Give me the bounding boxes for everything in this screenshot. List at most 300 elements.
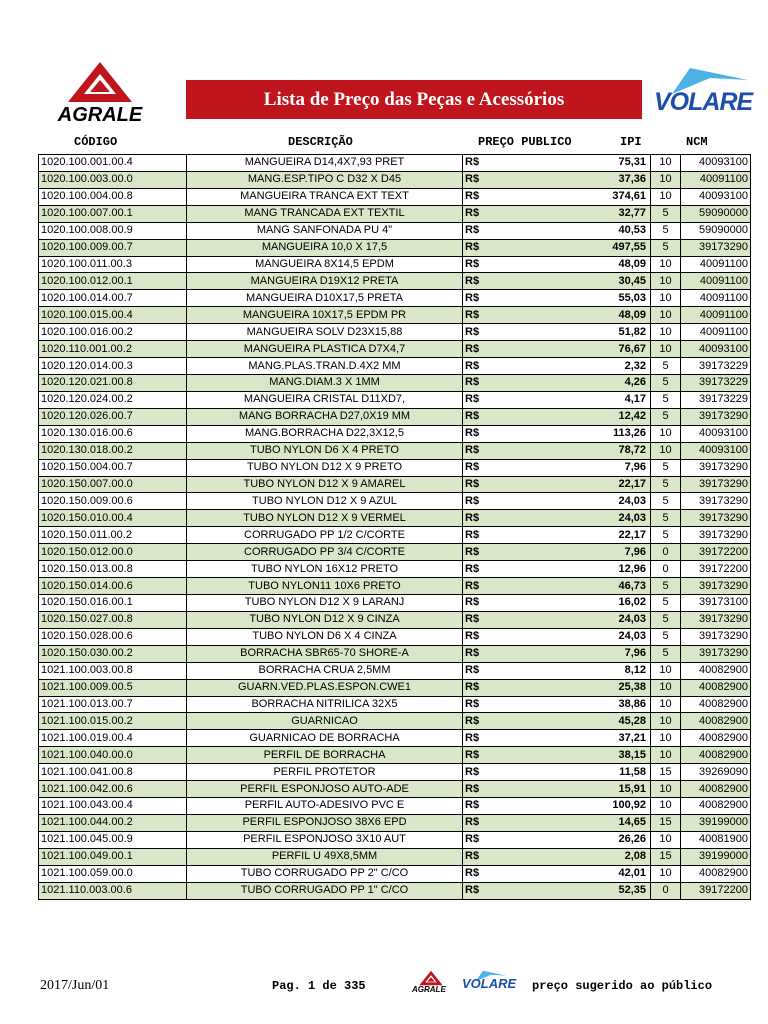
currency-label: R$: [463, 882, 505, 899]
table-row: [39, 798, 751, 815]
currency-label: R$: [463, 696, 505, 713]
part-price: 100,92: [505, 798, 651, 815]
ipi-value: 10: [651, 188, 681, 205]
ipi-value: 0: [651, 561, 681, 578]
part-code: 1020.150.013.00.8: [39, 561, 187, 578]
currency-label: R$: [463, 408, 505, 425]
part-price: 7,96: [505, 459, 651, 476]
ncm-code: 39173290: [681, 611, 751, 628]
part-price: 2,08: [505, 848, 651, 865]
currency-label: R$: [463, 713, 505, 730]
ipi-value: 10: [651, 865, 681, 882]
part-description: TUBO NYLON D12 X 9 AZUL: [187, 493, 463, 510]
ncm-code: 40091100: [681, 307, 751, 324]
ipi-value: 5: [651, 476, 681, 493]
currency-label: R$: [463, 781, 505, 798]
part-description: BORRACHA NITRILICA 32X5: [187, 696, 463, 713]
part-price: 7,96: [505, 645, 651, 662]
table-row: [39, 341, 751, 358]
part-code: 1021.100.019.00.4: [39, 730, 187, 747]
table-row: [39, 679, 751, 696]
page-title: Lista de Preço das Peças e Acessórios: [186, 80, 642, 119]
part-code: 1020.150.007.00.0: [39, 476, 187, 493]
part-price: 45,28: [505, 713, 651, 730]
currency-label: R$: [463, 831, 505, 848]
part-description: BORRACHA CRUA 2,5MM: [187, 662, 463, 679]
ncm-code: 40082900: [681, 730, 751, 747]
currency-label: R$: [463, 510, 505, 527]
column-headers: [38, 131, 750, 153]
part-price: 48,09: [505, 307, 651, 324]
part-description: PERFIL PROTETOR: [187, 764, 463, 781]
table-row: [39, 882, 751, 899]
part-price: 2,32: [505, 358, 651, 375]
ipi-value: 15: [651, 814, 681, 831]
ipi-value: 0: [651, 544, 681, 561]
part-price: 24,03: [505, 510, 651, 527]
part-code: 1020.150.012.00.0: [39, 544, 187, 561]
part-code: 1020.130.016.00.6: [39, 425, 187, 442]
table-row: [39, 713, 751, 730]
page-footer: [0, 970, 768, 1010]
part-price: 26,26: [505, 831, 651, 848]
table-row: [39, 696, 751, 713]
footer-date: 2017/Jun/01: [40, 978, 110, 993]
part-description: MANG.DIAM.3 X 1MM: [187, 374, 463, 391]
ncm-code: 39199000: [681, 848, 751, 865]
ncm-code: 40081900: [681, 831, 751, 848]
currency-label: R$: [463, 341, 505, 358]
part-price: 14,65: [505, 814, 651, 831]
ipi-value: 5: [651, 374, 681, 391]
part-code: 1021.100.042.00.6: [39, 781, 187, 798]
ipi-value: 10: [651, 341, 681, 358]
currency-label: R$: [463, 155, 505, 172]
ncm-code: 40082900: [681, 662, 751, 679]
footer-agrale-wordmark: AGRALE: [412, 985, 446, 994]
table-row: [39, 848, 751, 865]
part-code: 1020.100.007.00.1: [39, 205, 187, 222]
currency-label: R$: [463, 425, 505, 442]
ipi-value: 5: [651, 645, 681, 662]
part-description: TUBO NYLON 16X12 PRETO: [187, 561, 463, 578]
currency-label: R$: [463, 188, 505, 205]
part-description: GUARNICAO: [187, 713, 463, 730]
table-row: [39, 764, 751, 781]
ipi-value: 5: [651, 408, 681, 425]
part-price: 12,96: [505, 561, 651, 578]
ncm-code: 40082900: [681, 696, 751, 713]
part-price: 46,73: [505, 578, 651, 595]
part-price: 22,17: [505, 527, 651, 544]
ipi-value: 5: [651, 527, 681, 544]
ipi-value: 5: [651, 391, 681, 408]
currency-label: R$: [463, 493, 505, 510]
part-description: TUBO CORRUGADO PP 1" C/CO: [187, 882, 463, 899]
part-code: 1020.130.018.00.2: [39, 442, 187, 459]
ncm-code: 40082900: [681, 781, 751, 798]
part-code: 1020.150.011.00.2: [39, 527, 187, 544]
table-row: [39, 324, 751, 341]
part-code: 1020.150.014.00.6: [39, 578, 187, 595]
part-code: 1020.100.004.00.8: [39, 188, 187, 205]
ncm-code: 40093100: [681, 341, 751, 358]
part-description: PERFIL ESPONJOSO 38X6 EPD: [187, 814, 463, 831]
part-description: MANG.BORRACHA D22,3X12,5: [187, 425, 463, 442]
ipi-value: 15: [651, 764, 681, 781]
part-price: 4,17: [505, 391, 651, 408]
ipi-value: 10: [651, 256, 681, 273]
currency-label: R$: [463, 561, 505, 578]
currency-label: R$: [463, 747, 505, 764]
part-code: 1020.100.016.00.2: [39, 324, 187, 341]
ncm-code: 39173290: [681, 527, 751, 544]
ncm-code: 39172200: [681, 561, 751, 578]
ncm-code: 39199000: [681, 814, 751, 831]
part-description: MANG SANFONADA PU 4": [187, 222, 463, 239]
table-row: [39, 662, 751, 679]
ipi-value: 5: [651, 222, 681, 239]
part-price: 24,03: [505, 493, 651, 510]
currency-label: R$: [463, 290, 505, 307]
part-description: CORRUGADO PP 3/4 C/CORTE: [187, 544, 463, 561]
currency-label: R$: [463, 442, 505, 459]
ipi-value: 10: [651, 307, 681, 324]
part-price: 52,35: [505, 882, 651, 899]
part-code: 1020.150.030.00.2: [39, 645, 187, 662]
table-row: [39, 628, 751, 645]
part-code: 1021.100.040.00.0: [39, 747, 187, 764]
ipi-value: 10: [651, 171, 681, 188]
ncm-code: 40082900: [681, 865, 751, 882]
ncm-code: 39173290: [681, 578, 751, 595]
ncm-code: 39173290: [681, 408, 751, 425]
ipi-value: 0: [651, 882, 681, 899]
ipi-value: 10: [651, 425, 681, 442]
currency-label: R$: [463, 865, 505, 882]
part-price: 76,67: [505, 341, 651, 358]
agrale-triangle-icon: [66, 60, 134, 104]
table-row: [39, 527, 751, 544]
part-price: 38,86: [505, 696, 651, 713]
ncm-code: 40091100: [681, 290, 751, 307]
currency-label: R$: [463, 391, 505, 408]
currency-label: R$: [463, 645, 505, 662]
ipi-value: 10: [651, 696, 681, 713]
currency-label: R$: [463, 611, 505, 628]
table-row: [39, 155, 751, 172]
table-row: [39, 205, 751, 222]
part-price: 75,31: [505, 155, 651, 172]
table-row: [39, 442, 751, 459]
ncm-code: 40091100: [681, 256, 751, 273]
part-description: GUARN.VED.PLAS.ESPON.CWE1: [187, 679, 463, 696]
ipi-value: 10: [651, 781, 681, 798]
table-row: [39, 290, 751, 307]
part-code: 1020.100.012.00.1: [39, 273, 187, 290]
part-code: 1021.100.009.00.5: [39, 679, 187, 696]
part-price: 32,77: [505, 205, 651, 222]
ipi-value: 10: [651, 747, 681, 764]
part-description: MANGUEIRA CRISTAL D11XD7,: [187, 391, 463, 408]
currency-label: R$: [463, 764, 505, 781]
part-code: 1020.100.008.00.9: [39, 222, 187, 239]
ncm-code: 39173290: [681, 493, 751, 510]
ncm-code: 39173100: [681, 594, 751, 611]
page-number: Pag. 1 de 335: [272, 979, 366, 993]
ipi-value: 5: [651, 459, 681, 476]
part-description: TUBO NYLON D12 X 9 AMAREL: [187, 476, 463, 493]
part-code: 1020.100.015.00.4: [39, 307, 187, 324]
ncm-code: 40093100: [681, 442, 751, 459]
part-description: PERFIL DE BORRACHA: [187, 747, 463, 764]
column-header-code: CÓDIGO: [74, 135, 118, 149]
part-code: 1021.100.041.00.8: [39, 764, 187, 781]
currency-label: R$: [463, 374, 505, 391]
table-row: [39, 594, 751, 611]
ncm-code: 40082900: [681, 713, 751, 730]
currency-label: R$: [463, 307, 505, 324]
currency-label: R$: [463, 848, 505, 865]
part-description: MANGUEIRA D14,4X7,93 PRET: [187, 155, 463, 172]
part-price: 497,55: [505, 239, 651, 256]
footer-logos: [412, 970, 524, 1000]
ipi-value: 5: [651, 628, 681, 645]
part-description: MANGUEIRA 10X17,5 EPDM PR: [187, 307, 463, 324]
part-price: 11,58: [505, 764, 651, 781]
ncm-code: 39173290: [681, 239, 751, 256]
ncm-code: 40082900: [681, 679, 751, 696]
table-row: [39, 747, 751, 764]
part-description: MANGUEIRA TRANCA EXT TEXT: [187, 188, 463, 205]
currency-label: R$: [463, 222, 505, 239]
part-price: 40,53: [505, 222, 651, 239]
table-row: [39, 476, 751, 493]
part-description: PERFIL ESPONJOSO AUTO-ADE: [187, 781, 463, 798]
part-code: 1020.100.011.00.3: [39, 256, 187, 273]
part-code: 1020.120.014.00.3: [39, 358, 187, 375]
ipi-value: 5: [651, 205, 681, 222]
part-description: TUBO NYLON11 10X6 PRETO: [187, 578, 463, 595]
table-row: [39, 730, 751, 747]
part-price: 24,03: [505, 628, 651, 645]
part-description: TUBO NYLON D12 X 9 CINZA: [187, 611, 463, 628]
part-description: MANG TRANCADA EXT TEXTIL: [187, 205, 463, 222]
ncm-code: 40093100: [681, 188, 751, 205]
part-description: BORRACHA SBR65-70 SHORE-A: [187, 645, 463, 662]
part-description: TUBO NYLON D6 X 4 PRETO: [187, 442, 463, 459]
part-description: MANGUEIRA D10X17,5 PRETA: [187, 290, 463, 307]
volare-logo: [650, 66, 753, 122]
part-price: 374,61: [505, 188, 651, 205]
ncm-code: 39269090: [681, 764, 751, 781]
table-row: [39, 171, 751, 188]
ncm-code: 39173290: [681, 628, 751, 645]
ipi-value: 5: [651, 594, 681, 611]
part-price: 78,72: [505, 442, 651, 459]
part-code: 1020.110.001.00.2: [39, 341, 187, 358]
ncm-code: 39173290: [681, 476, 751, 493]
part-description: PERFIL U 49X8,5MM: [187, 848, 463, 865]
currency-label: R$: [463, 544, 505, 561]
column-header-price: PREÇO PUBLICO: [478, 135, 572, 149]
part-description: TUBO NYLON D12 X 9 LARANJ: [187, 594, 463, 611]
ipi-value: 5: [651, 239, 681, 256]
footer-volare-wordmark: VOLARE: [462, 976, 517, 991]
part-description: MANGUEIRA 8X14,5 EPDM: [187, 256, 463, 273]
currency-label: R$: [463, 662, 505, 679]
ipi-value: 5: [651, 510, 681, 527]
part-description: MANG.ESP.TIPO C D32 X D45: [187, 171, 463, 188]
part-code: 1020.150.004.00.7: [39, 459, 187, 476]
part-price: 38,15: [505, 747, 651, 764]
ncm-code: 39173290: [681, 645, 751, 662]
ncm-code: 40082900: [681, 798, 751, 815]
part-code: 1021.100.045.00.9: [39, 831, 187, 848]
ncm-code: 39173229: [681, 374, 751, 391]
currency-label: R$: [463, 527, 505, 544]
table-row: [39, 425, 751, 442]
part-code: 1020.100.003.00.0: [39, 171, 187, 188]
table-row: [39, 645, 751, 662]
part-code: 1020.150.009.00.6: [39, 493, 187, 510]
currency-label: R$: [463, 730, 505, 747]
ipi-value: 5: [651, 578, 681, 595]
table-row: [39, 256, 751, 273]
part-code: 1020.150.016.00.1: [39, 594, 187, 611]
part-code: 1021.100.049.00.1: [39, 848, 187, 865]
part-price: 55,03: [505, 290, 651, 307]
part-price: 51,82: [505, 324, 651, 341]
ipi-value: 10: [651, 324, 681, 341]
column-header-ipi: IPI: [620, 135, 642, 149]
ncm-code: 40093100: [681, 425, 751, 442]
table-row: [39, 408, 751, 425]
ipi-value: 10: [651, 442, 681, 459]
currency-label: R$: [463, 798, 505, 815]
ipi-value: 10: [651, 662, 681, 679]
agrale-wordmark: AGRALE: [57, 104, 143, 126]
ncm-code: 39172200: [681, 882, 751, 899]
part-description: TUBO NYLON D12 X 9 PRETO: [187, 459, 463, 476]
part-description: PERFIL ESPONJOSO 3X10 AUT: [187, 831, 463, 848]
price-table: [38, 154, 751, 900]
footer-note: preço sugerido ao público: [532, 979, 713, 993]
ncm-code: 59090000: [681, 222, 751, 239]
currency-label: R$: [463, 814, 505, 831]
table-row: [39, 578, 751, 595]
part-code: 1021.110.003.00.6: [39, 882, 187, 899]
column-header-description: DESCRIÇÃO: [288, 135, 353, 149]
ipi-value: 10: [651, 798, 681, 815]
part-price: 15,91: [505, 781, 651, 798]
table-row: [39, 307, 751, 324]
ipi-value: 5: [651, 358, 681, 375]
ncm-code: 40091100: [681, 324, 751, 341]
ncm-code: 40082900: [681, 747, 751, 764]
part-price: 22,17: [505, 476, 651, 493]
table-row: [39, 561, 751, 578]
table-row: [39, 510, 751, 527]
ipi-value: 10: [651, 679, 681, 696]
ncm-code: 59090000: [681, 205, 751, 222]
page-header: [0, 0, 768, 130]
part-price: 30,45: [505, 273, 651, 290]
currency-label: R$: [463, 628, 505, 645]
ipi-value: 10: [651, 730, 681, 747]
part-price: 37,21: [505, 730, 651, 747]
ipi-value: 10: [651, 155, 681, 172]
currency-label: R$: [463, 358, 505, 375]
ncm-code: 40091100: [681, 273, 751, 290]
part-price: 25,38: [505, 679, 651, 696]
part-price: 16,02: [505, 594, 651, 611]
part-code: 1021.100.003.00.8: [39, 662, 187, 679]
table-row: [39, 493, 751, 510]
part-price: 12,42: [505, 408, 651, 425]
part-description: MANGUEIRA PLASTICA D7X4,7: [187, 341, 463, 358]
currency-label: R$: [463, 594, 505, 611]
currency-label: R$: [463, 256, 505, 273]
currency-label: R$: [463, 273, 505, 290]
table-row: [39, 273, 751, 290]
part-price: 37,36: [505, 171, 651, 188]
part-code: 1021.100.044.00.2: [39, 814, 187, 831]
ipi-value: 10: [651, 290, 681, 307]
table-row: [39, 814, 751, 831]
ipi-value: 5: [651, 611, 681, 628]
ncm-code: 40093100: [681, 155, 751, 172]
part-price: 8,12: [505, 662, 651, 679]
part-price: 24,03: [505, 611, 651, 628]
table-row: [39, 374, 751, 391]
currency-label: R$: [463, 459, 505, 476]
table-row: [39, 865, 751, 882]
part-code: 1021.100.013.00.7: [39, 696, 187, 713]
table-row: [39, 544, 751, 561]
currency-label: R$: [463, 205, 505, 222]
ncm-code: 39173229: [681, 358, 751, 375]
part-price: 4,26: [505, 374, 651, 391]
part-code: 1020.150.010.00.4: [39, 510, 187, 527]
volare-wordmark: VOLARE: [654, 88, 753, 116]
table-row: [39, 222, 751, 239]
part-code: 1021.100.043.00.4: [39, 798, 187, 815]
table-row: [39, 459, 751, 476]
part-description: MANGUEIRA 10,0 X 17,5: [187, 239, 463, 256]
part-description: GUARNICAO DE BORRACHA: [187, 730, 463, 747]
table-row: [39, 358, 751, 375]
ncm-code: 39172200: [681, 544, 751, 561]
currency-label: R$: [463, 476, 505, 493]
part-description: TUBO NYLON D12 X 9 VERMEL: [187, 510, 463, 527]
part-price: 48,09: [505, 256, 651, 273]
table-row: [39, 391, 751, 408]
currency-label: R$: [463, 324, 505, 341]
ipi-value: 15: [651, 848, 681, 865]
part-price: 113,26: [505, 425, 651, 442]
part-description: MANGUEIRA SOLV D23X15,88: [187, 324, 463, 341]
ncm-code: 40091100: [681, 171, 751, 188]
ncm-code: 39173290: [681, 510, 751, 527]
ipi-value: 10: [651, 273, 681, 290]
ipi-value: 10: [651, 831, 681, 848]
part-description: MANG.PLAS.TRAN.D.4X2 MM: [187, 358, 463, 375]
currency-label: R$: [463, 239, 505, 256]
table-row: [39, 831, 751, 848]
part-description: PERFIL AUTO-ADESIVO PVC E: [187, 798, 463, 815]
table-row: [39, 781, 751, 798]
